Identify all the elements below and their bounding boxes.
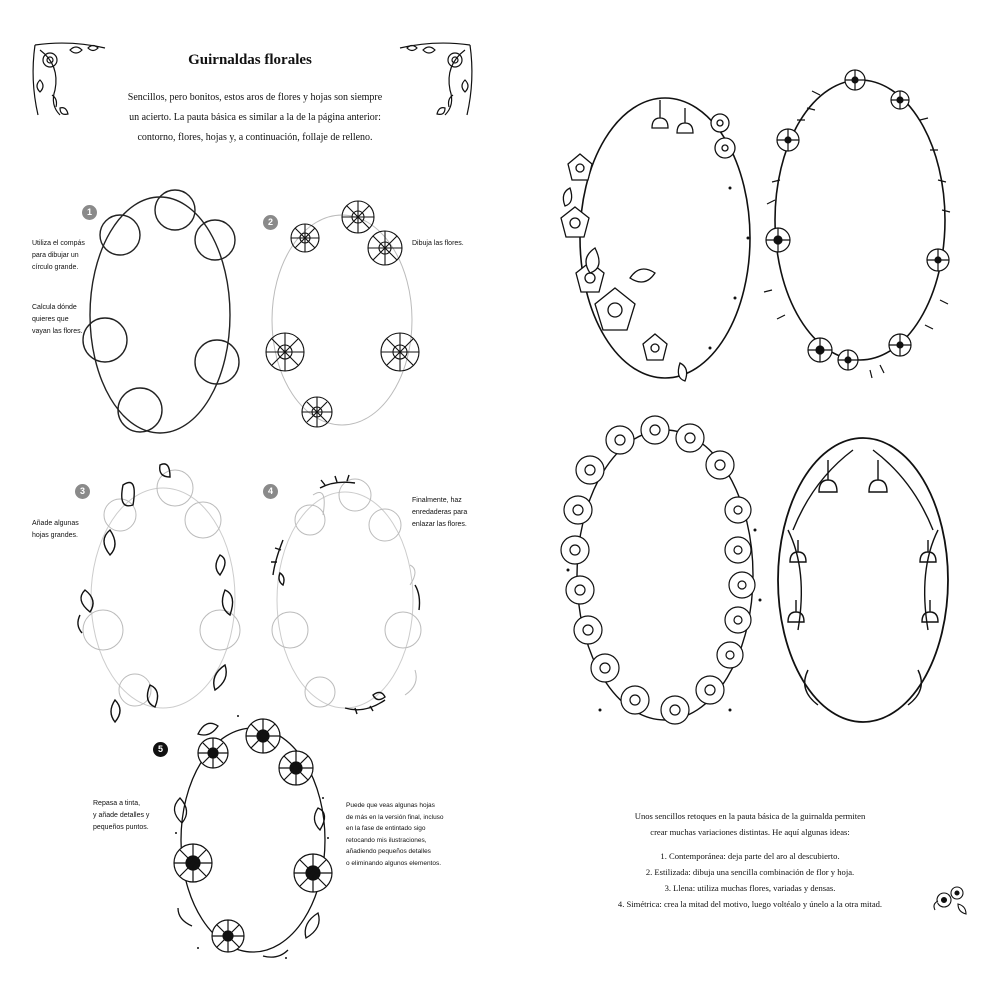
step-5-note-b	[346, 800, 466, 869]
step-1-badge: 1	[82, 205, 97, 220]
note-line: para dibujar un	[32, 252, 79, 259]
note-line: pequeños puntos.	[93, 824, 149, 831]
step-5-badge: 5	[153, 742, 168, 757]
note-line: Calcula dónde	[32, 304, 77, 311]
note-line: Dibuja las flores.	[412, 240, 464, 247]
idea-contemporary: 1. Contemporánea: deja parte del aro al descubierto.	[660, 851, 840, 861]
note-line: en la fase de entintado sigo	[346, 825, 426, 832]
wreath-symmetric	[768, 430, 958, 730]
small-flower-sprig	[930, 880, 970, 920]
note-line: quieres que	[32, 316, 69, 323]
note-line: hojas grandes.	[32, 532, 78, 539]
caption-line: crear muchas variaciones distintas. He aquí algunas ideas:	[650, 827, 850, 837]
note-line: Puede que veas algunas hojas	[346, 802, 435, 809]
intro-text	[100, 88, 410, 148]
note-line: círculo grande.	[32, 264, 79, 271]
idea-symmetric: 4. Simétrica: crea la mitad del motivo, luego voltéalo y únelo a la otra mitad.	[617, 899, 883, 909]
caption-line: Unos sencillos retoques en la pauta básica de la guirnalda permiten	[634, 811, 866, 821]
intro-line: Sencillos, pero bonitos, estos aros de flores y hojas son siempre	[127, 92, 383, 103]
note-line: enlazar las flores.	[412, 521, 467, 528]
note-line: vayan las flores.	[32, 328, 83, 335]
note-line: y añade detalles y	[93, 812, 150, 819]
note-line: retocando mis ilustraciones,	[346, 836, 427, 844]
wreath-full	[560, 410, 770, 740]
step-5-inked-wreath	[168, 708, 338, 973]
note-line: enredaderas para	[412, 509, 468, 516]
idea-stylized: 2. Estilizada: dibuja una sencilla combinación de flor y hoja.	[645, 867, 855, 877]
wreath-stylized	[760, 60, 960, 380]
step-1-compass-circles	[75, 180, 255, 450]
note-line: añadiendo pequeños detalles	[346, 848, 431, 855]
note-line: o eliminando algunos elementos.	[346, 859, 442, 867]
note-line: Utiliza el compás	[32, 240, 85, 247]
step-3-leaves-drawing	[75, 460, 250, 725]
intro-line: contorno, flores, hojas y, a continuación, follaje de relleno.	[137, 132, 373, 143]
step-5-note-a	[93, 798, 173, 834]
variations-caption	[600, 808, 900, 912]
step-2-flowers-drawing	[260, 190, 430, 440]
step-4-badge: 4	[263, 484, 278, 499]
note-line: de más en la versión final, incluso	[346, 813, 444, 821]
wreath-contemporary	[560, 78, 760, 398]
step-2-badge: 2	[263, 215, 278, 230]
step-4-vines-drawing	[265, 470, 430, 730]
note-line: Añade algunas	[32, 520, 79, 527]
corner-ornament-left	[30, 40, 110, 120]
intro-line: un acierto. La pauta básica es similar a la de la página anterior:	[129, 112, 381, 123]
note-line: Repasa a tinta,	[93, 800, 141, 807]
step-3-badge: 3	[75, 484, 90, 499]
page-title: Guirnaldas florales	[188, 52, 312, 68]
note-line: Finalmente, haz	[412, 497, 462, 504]
idea-full: 3. Llena: utiliza muchas flores, variadas y densas.	[664, 883, 836, 893]
